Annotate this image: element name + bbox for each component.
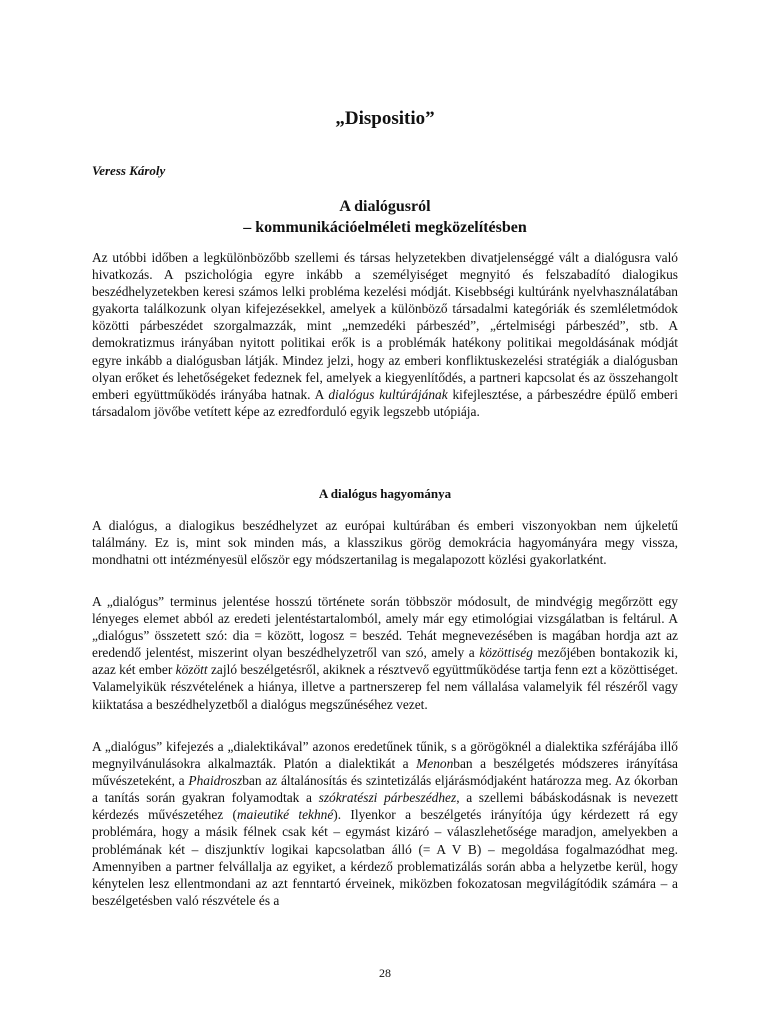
text-run: zajló beszélgetésről, akiknek a résztvevő együttműködése tartja fenn ezt a közöttiséget. Valamelyikük részvételének a hiánya, illetve a partnerszerep fel nem vállalása valamelyik fél részéről vagy kiiktatása a beszédhelyzetből a dialógus megszűnéséhez vezet. bbox=[92, 662, 678, 712]
section-heading: A dialógus hagyománya bbox=[318, 486, 452, 501]
emphasis-text: Phaidrosz bbox=[188, 773, 243, 789]
emphasis-text: szókratészi párbeszédhez bbox=[318, 790, 457, 806]
text-run: A „dialógus” terminus jelentése hosszú története során többször módosult, de mindvégig megőrzött egy lényeges elemet abból az eredeti jelentéstartalomból, amely már egy etimológiai vizsgálatban is feltárul. A „dialógus” összetett szó: dia = között, logosz = beszéd. Tehát megnevezésében is magában hordja azt az eredendő jelentést, miszerint olyan beszédhelyzetről van szó, amely a bbox=[92, 594, 678, 661]
text-run: Az utóbbi időben a legkülönbözőbb szellemi és társas helyzetekben divatjelenséggé vált a dialógusra való hivatkozás. A pszichológia egyre inkább a személyiséget megnyitó és felszabadító dialogikus beszédhelyzetekben keresi számos lelki probléma kezelési módját. Kisebbségi kultúránk nyelvhasználatában gyakorta találkozunk olyan kifejezésekkel, amelyek a különböző társadalmi kategóriák és szemléletmódok közötti párbeszédet szorgalmazzák, mint „nemzedéki párbeszéd”, „értelmiségi párbeszéd”, stb. A demokratizmus irányában nyitott politikai erők is a problémák hatékony politikai megoldásának módját egyre inkább a dialógusban látják. Mindez jelzi, hogy az emberi konfliktuskezelési stratégiák a dialógusban olyan erőket és lehetőségeket fedeznek fel, amelyek a kiegyenlítődés, a partneri kapcsolat és az összehangolt emberi együttműködés irányába hatnak. A bbox=[92, 250, 678, 402]
paragraph-tradition bbox=[92, 517, 678, 568]
emphasis-text: közöttiség bbox=[479, 645, 533, 661]
article-title-line-2: – kommunikációelméleti megközelítésben bbox=[243, 219, 527, 236]
paragraph-dialectics bbox=[92, 738, 678, 909]
article-title-line-1: A dialógusról bbox=[339, 198, 431, 215]
emphasis-text: maieutiké tekhné bbox=[237, 807, 334, 823]
paragraph-etymology bbox=[92, 593, 678, 713]
text-run: , a szellemi bábáskodásnak is nevezett kérdezés művészetéhez ( bbox=[92, 790, 678, 823]
emphasis-text: Menon bbox=[416, 756, 454, 772]
text-run: A „dialógus” kifejezés a „dialektikával” azonos eredetűnek tűnik, s a görögöknél a dialektika szférájába illő megnyilvánulásokra alkalmazták. Platón a dialektikát a bbox=[92, 739, 678, 772]
document-page bbox=[92, 0, 678, 1024]
journal-title: „Dispositio” bbox=[335, 108, 435, 129]
emphasis-text: között bbox=[175, 662, 208, 678]
text-run: mezőjében bontakozik ki, azaz két ember bbox=[92, 645, 678, 678]
emphasis-text: dialógus kultúrájának bbox=[328, 386, 448, 402]
text-run: kifejlesztése, a párbeszédre épülő emberi társadalom jövőbe vetített képe az ezredforduló egyik legszebb utópiája. bbox=[92, 386, 678, 419]
text-run: ban a beszélgetés módszeres irányítása művészeteként, a bbox=[92, 756, 678, 789]
paragraph-intro bbox=[92, 249, 678, 420]
text-run: A dialógus, a dialogikus beszédhelyzet az európai kultúrában és emberi viszonyokban nem újkeletű találmány. Ez is, mint sok minden más, a klasszikus görög demokrácia hagyományára megy vissza, mondhatni ott intézményesül először egy módszertanilag is megalapozott közlési gyakorlatként. bbox=[92, 518, 678, 568]
article-title bbox=[92, 196, 678, 238]
author-name: Veress Károly bbox=[92, 163, 166, 178]
page-number: 28 bbox=[379, 966, 391, 980]
text-run: ). Ilyenkor a beszélgetés irányítója úgy kérdezett rá egy problémára, hogy a másik félnek csak két – egymást kizáró – válaszlehetősége maradjon, amelyekben a problémának két – diszjunktív logikai kapcsolatban álló (= A V B) – megoldása fogalmazódhat meg. Amennyiben a partner felvállalja az egyiket, a kérdező problematizálás során abba a helyzetbe kerül, hogy kénytelen lesz ellentmondani az azt fenntartó érveinek, miközben fokozatosan megvilágítódik számára – a beszélgetésben való részvétele és a bbox=[92, 807, 678, 908]
text-run: ban az általánosítás és szintetizálás eljárásmódjaként határozza meg. Az ókorban a tanítás során gyakran folyamodtak a bbox=[92, 773, 678, 806]
